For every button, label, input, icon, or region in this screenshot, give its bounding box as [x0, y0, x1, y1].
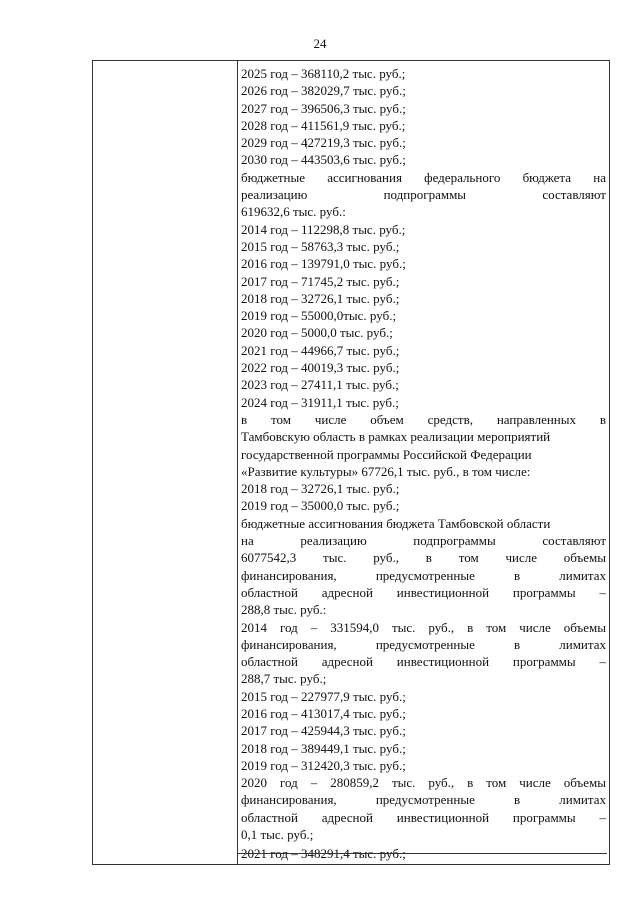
text-line: 2028 год – 411561,9 тыс. руб.;	[241, 117, 406, 133]
text-line: 2022 год – 40019,3 тыс. руб.;	[241, 360, 400, 376]
text-line: 2029 год – 427219,3 тыс. руб.;	[241, 135, 406, 151]
text-line: 6077542,3 тыс. руб., в том числе объемы	[241, 550, 606, 566]
text-line: 2021 год – 44966,7 тыс. руб.;	[241, 342, 400, 358]
text-line: 288,7 тыс. руб.;	[241, 671, 327, 687]
page-number: 24	[313, 36, 327, 51]
text-line: областной адресной инвестиционной программы –	[241, 584, 606, 600]
text-line: государственной программы Российской Федерации	[241, 446, 532, 462]
text-line: 2019 год – 312420,3 тыс. руб.;	[241, 757, 406, 773]
text-line: 2017 год – 71745,2 тыс. руб.;	[241, 273, 400, 289]
row-separator	[238, 853, 607, 854]
text-line: областной адресной инвестиционной программы –	[241, 809, 606, 825]
text-line: финансирования, предусмотренные в лимитах	[241, 567, 606, 583]
text-line: реализацию подпрограммы составляют	[241, 187, 606, 203]
text-line: «Развитие культуры» 67726,1 тыс. руб., в том числе:	[241, 463, 531, 479]
text-line: в том числе объем средств, направленных в	[241, 411, 606, 427]
text-line: финансирования, предусмотренные в лимитах	[241, 792, 606, 808]
text-line: 2019 год – 35000,0 тыс. руб.;	[241, 498, 400, 514]
text-line: 2019 год – 55000,0тыс. руб.;	[241, 308, 397, 324]
text-line: 288,8 тыс. руб.:	[241, 602, 327, 618]
text-line: 2027 год – 396506,3 тыс. руб.;	[241, 100, 406, 116]
text-line: 2016 год – 139791,0 тыс. руб.;	[241, 256, 406, 272]
text-line: 2018 год – 32726,1 тыс. руб.;	[241, 290, 400, 306]
text-line: 2016 год – 413017,4 тыс. руб.;	[241, 705, 406, 721]
text-line: 2024 год – 31911,1 тыс. руб.;	[241, 394, 399, 410]
text-line: 2020 год – 5000,0 тыс. руб.;	[241, 325, 393, 341]
text-line: финансирования, предусмотренные в лимитах	[241, 636, 606, 652]
text-line: областной адресной инвестиционной программы –	[241, 654, 606, 670]
text-line: 2018 год – 32726,1 тыс. руб.;	[241, 481, 400, 497]
text-line: 2021 год – 348291,4 тыс. руб.;	[241, 846, 406, 862]
text-line: 2014 год – 331594,0 тыс. руб., в том числе объемы	[241, 619, 606, 635]
text-line: 2018 год – 389449,1 тыс. руб.;	[241, 740, 406, 756]
text-line: 2015 год – 227977,9 тыс. руб.;	[241, 688, 406, 704]
text-line: бюджетные ассигнования бюджета Тамбовской области	[241, 515, 551, 531]
text-line: 2023 год – 27411,1 тыс. руб.;	[241, 377, 399, 393]
budget-text-cell	[241, 65, 606, 863]
text-line: бюджетные ассигнования федерального бюджета на	[241, 169, 606, 185]
text-line: Тамбовскую область в рамках реализации мероприятий	[241, 429, 551, 445]
text-line: 2025 год – 368110,2 тыс. руб.;	[241, 66, 406, 81]
text-line: 2026 год – 382029,7 тыс. руб.;	[241, 83, 406, 99]
text-line: 0,1 тыс. руб.;	[241, 827, 314, 843]
text-line: 2014 год – 112298,8 тыс. руб.;	[241, 221, 406, 237]
budget-table	[92, 60, 610, 865]
text-line: 2017 год – 425944,3 тыс. руб.;	[241, 723, 406, 739]
text-line: 2015 год – 58763,3 тыс. руб.;	[241, 238, 400, 254]
text-line: 619632,6 тыс. руб.:	[241, 204, 346, 220]
text-line: 2030 год – 443503,6 тыс. руб.;	[241, 152, 406, 168]
text-line: на реализацию подпрограммы составляют	[241, 533, 606, 549]
text-line: 2020 год – 280859,2 тыс. руб., в том числе объемы	[241, 775, 606, 791]
column-divider	[237, 61, 238, 864]
